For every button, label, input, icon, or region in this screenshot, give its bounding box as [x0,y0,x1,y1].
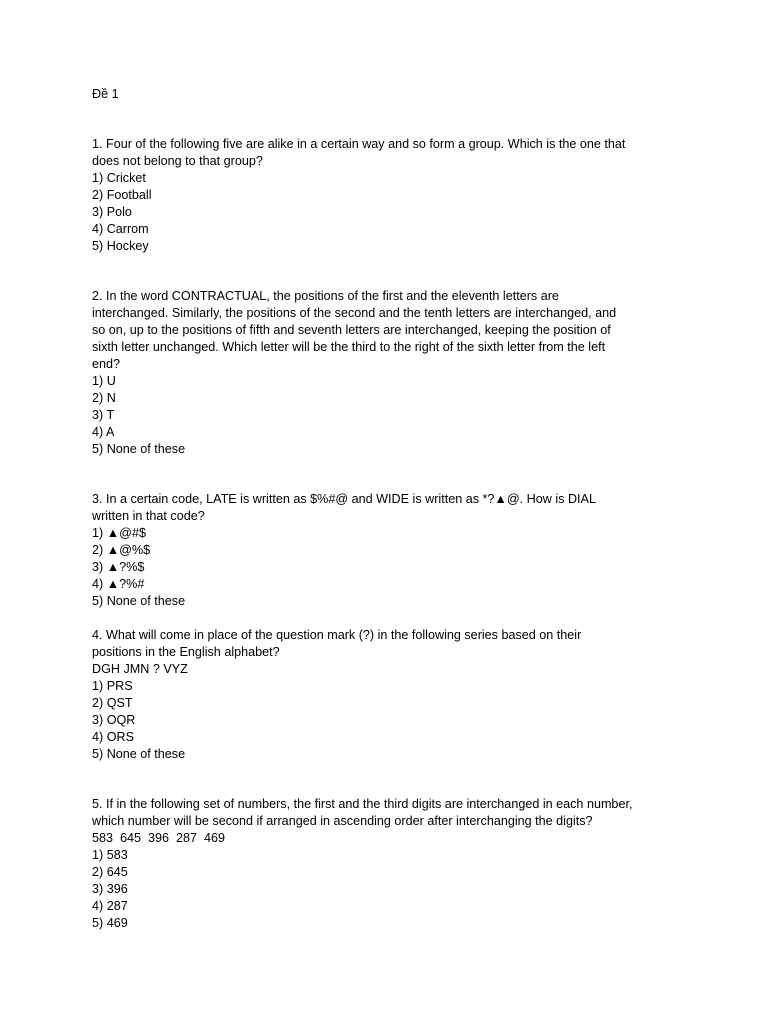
answer-option: 5) None of these [92,747,186,761]
answer-option: 5) None of these [92,594,186,608]
question-text-line: does not belong to that group? [92,154,263,168]
question-text-line: so on, up to the positions of fifth and seventh letters are interchanged, keeping the position of [92,323,611,337]
answer-option: 4) ORS [92,730,134,744]
question-text-line: sixth letter unchanged. Which letter will be the third to the right of the sixth letter from the left [92,340,606,354]
answer-option: 1) ▲@#$ [92,526,146,540]
answer-option: 3) ▲?%$ [92,560,145,574]
answer-option: 4) Carrom [92,222,149,236]
answer-option: 1) PRS [92,679,133,693]
answer-option: 3) 396 [92,882,128,896]
question-text-line: written in that code? [92,509,205,523]
answer-option: 1) 583 [92,848,128,862]
answer-option: 5) 469 [92,916,128,930]
number-set: 583 645 396 287 469 [92,831,226,845]
answer-option: 5) Hockey [92,239,149,253]
answer-option: 2) Football [92,188,152,202]
question-3 [92,491,682,610]
question-2 [92,288,682,458]
question-text-line: 3. In a certain code, LATE is written as $%#@ and WIDE is written as *?▲@. How is DIAL [92,492,596,506]
question-text-line: which number will be second if arranged in ascending order after interchanging the digits? [92,814,593,828]
answer-option: 1) Cricket [92,171,146,185]
answer-option: 2) 645 [92,865,128,879]
answer-option: 2) ▲@%$ [92,543,151,557]
answer-option: 1) U [92,374,116,388]
question-5 [92,796,682,932]
answer-option: 3) T [92,408,115,422]
answer-option: 2) N [92,391,116,405]
question-text-line: 5. If in the following set of numbers, the first and the third digits are interchanged in each number, [92,797,633,811]
document-title: Đề 1 [92,87,119,101]
question-text-line: positions in the English alphabet? [92,645,280,659]
question-1 [92,136,682,255]
letter-series: DGH JMN ? VYZ [92,662,188,676]
question-4 [92,627,682,763]
answer-option: 4) A [92,425,115,439]
answer-option: 4) ▲?%# [92,577,145,591]
question-text-line: 2. In the word CONTRACTUAL, the positions of the first and the eleventh letters are [92,289,559,303]
answer-option: 4) 287 [92,899,128,913]
answer-option: 3) OQR [92,713,136,727]
answer-option: 5) None of these [92,442,186,456]
answer-option: 2) QST [92,696,133,710]
question-text-line: 1. Four of the following five are alike in a certain way and so form a group. Which is the one that [92,137,626,151]
answer-option: 3) Polo [92,205,132,219]
question-text-line: interchanged. Similarly, the positions of the second and the tenth letters are interchanged, and [92,306,617,320]
question-text-line: 4. What will come in place of the question mark (?) in the following series based on their [92,628,582,642]
question-text-line: end? [92,357,121,371]
